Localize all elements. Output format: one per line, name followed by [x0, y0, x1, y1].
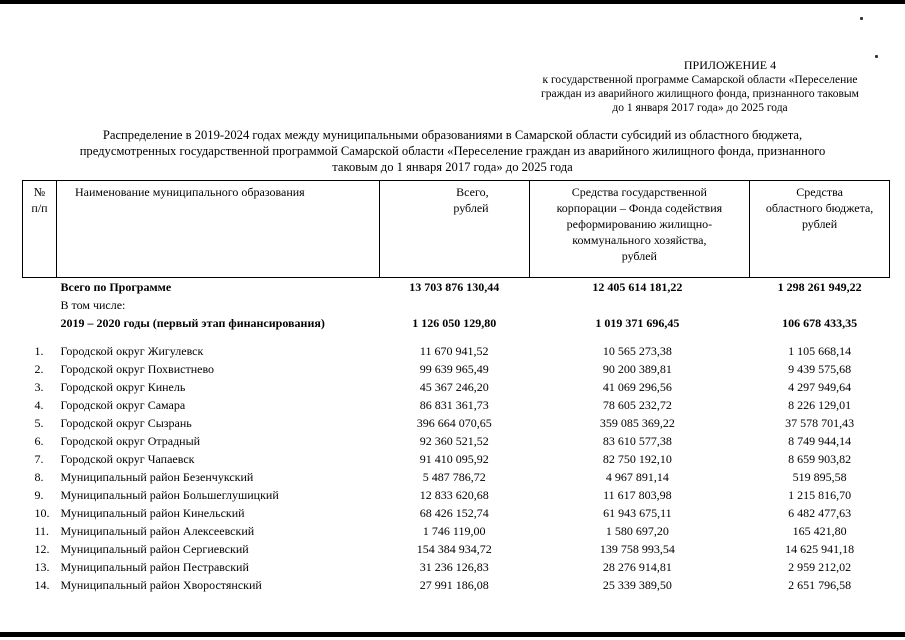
cell-total: 99 639 965,49: [419, 362, 489, 376]
cell-name: Муниципальный район Сергиевский: [60, 542, 249, 556]
cell-regional: 106 678 433,35: [782, 316, 858, 330]
cell-regional: 1 298 261 949,22: [777, 280, 862, 294]
table-row: [23, 396, 890, 414]
table-row: [23, 360, 890, 378]
cell-fund: 1 019 371 696,45: [595, 316, 680, 330]
cell-name: Муниципальный район Безенчукский: [60, 470, 254, 484]
header-text: №: [33, 185, 46, 199]
cell-name: Муниципальный район Алексеевский: [60, 524, 255, 538]
cell-fund: 1 580 697,20: [605, 524, 669, 538]
column-header-fund: [529, 181, 750, 278]
cell-fund: 41 069 296,56: [602, 380, 672, 394]
cell-regional: 2 959 212,02: [788, 560, 852, 574]
top-border-line: [0, 0, 905, 4]
cell-name: Городской округ Чапаевск: [60, 452, 195, 466]
cell-total: 11 670 941,52: [419, 344, 489, 358]
cell-total: 396 664 070,65: [416, 416, 492, 430]
table-header: [23, 181, 890, 278]
cell-regional: 37 578 701,43: [785, 416, 855, 430]
header-text: рублей: [801, 217, 838, 231]
cell-name: Муниципальный район Большеглушицкий: [60, 488, 279, 502]
cell-fund: 78 605 232,72: [602, 398, 672, 412]
cell-fund: 83 610 577,38: [602, 434, 672, 448]
cell-fund: 4 967 891,14: [605, 470, 669, 484]
bottom-border-line: [0, 632, 905, 637]
cell-regional: 8 659 903,82: [788, 452, 852, 466]
cell-total: 5 487 786,72: [422, 470, 486, 484]
cell-num: 13.: [34, 560, 50, 574]
cell-name: Всего по Программе: [60, 280, 172, 294]
cell-fund: 359 085 369,22: [599, 416, 675, 430]
table-row: [23, 576, 890, 594]
cell-num: 2.: [34, 362, 44, 376]
header-text: Всего,: [456, 185, 489, 199]
column-header-name: [56, 181, 379, 278]
cell-total: 13 703 876 130,44: [409, 280, 500, 294]
table-row-including: [23, 296, 890, 314]
cell-total: 1 126 050 129,80: [412, 316, 497, 330]
cell-fund: 28 276 914,81: [602, 560, 672, 574]
cell-fund: 11 617 803,98: [603, 488, 672, 502]
column-header-number: [23, 181, 57, 278]
cell-name: Муниципальный район Хворостянский: [60, 578, 262, 592]
cell-fund: 10 565 273,38: [602, 344, 672, 358]
cell-num: 10.: [34, 506, 50, 520]
table-row: [23, 522, 890, 540]
document-title: [10, 127, 895, 175]
cell-num: [23, 296, 57, 314]
document-title-line: предусмотренных государственной программой Самарской области «Переселение граждан из аварийного жилищного фонда, признанного: [79, 144, 826, 158]
header-text: коммунального хозяйства,: [572, 233, 707, 247]
cell-total: 1 746 119,00: [422, 524, 486, 538]
cell-total: 154 384 934,72: [416, 542, 492, 556]
cell-name: В том числе:: [60, 298, 126, 312]
cell-num: [23, 314, 57, 332]
table-row-program-total: [23, 278, 890, 297]
cell-fund: 25 339 389,50: [602, 578, 672, 592]
cell-regional: 8 749 944,14: [788, 434, 852, 448]
table-row: [23, 558, 890, 576]
cell-regional: 519 895,58: [792, 470, 847, 484]
cell-regional: 8 226 129,01: [788, 398, 852, 412]
cell-total: 86 831 361,73: [419, 398, 489, 412]
cell-total: 45 367 246,20: [419, 380, 489, 394]
appendix-line: до 1 января 2017 года» до 2025 года: [612, 102, 788, 114]
table-body: [23, 278, 890, 595]
table-row: [23, 342, 890, 360]
header-text: рублей: [453, 201, 489, 215]
scan-speck: [860, 17, 863, 20]
cell-fund: 12 405 614 181,22: [592, 280, 683, 294]
table-row: [23, 504, 890, 522]
cell-name: Городской округ Жигулевск: [60, 344, 204, 358]
cell-total: 92 360 521,52: [419, 434, 489, 448]
cell-fund: 90 200 389,81: [602, 362, 672, 376]
cell-fund: 61 943 675,11: [603, 506, 672, 520]
cell-num: 9.: [34, 488, 44, 502]
cell-fund: 139 758 993,54: [599, 542, 675, 556]
header-text: Средства: [796, 185, 843, 199]
cell-total: 31 236 126,83: [419, 560, 489, 574]
cell-regional: 165 421,80: [792, 524, 847, 538]
cell-regional: 14 625 941,18: [785, 542, 855, 556]
table-row-stage-total: [23, 314, 890, 332]
table-spacer-row: [23, 332, 890, 342]
header-text: Наименование муниципального образования: [74, 185, 305, 199]
cell-name: Муниципальный район Пестравский: [60, 560, 249, 574]
cell-regional: 1 215 816,70: [788, 488, 852, 502]
cell-fund: 82 750 192,10: [602, 452, 672, 466]
cell-name: Городской округ Отрадный: [60, 434, 201, 448]
table-row: [23, 468, 890, 486]
table-row: [23, 432, 890, 450]
header-text: корпорации – Фонда содействия: [556, 201, 723, 215]
cell-regional: 9 439 575,68: [788, 362, 852, 376]
table-row: [23, 378, 890, 396]
header-text: реформированию жилищно-: [566, 217, 713, 231]
cell-regional: 6 482 477,63: [788, 506, 852, 520]
cell-name: Городской округ Самара: [60, 398, 186, 412]
cell-num: 1.: [34, 344, 44, 358]
appendix-header: [515, 58, 885, 115]
cell-name: 2019 – 2020 годы (первый этап финансирования): [60, 316, 325, 330]
cell-name: Муниципальный район Кинельский: [60, 506, 245, 520]
cell-num: 7.: [34, 452, 44, 466]
table-row: [23, 450, 890, 468]
header-text: рублей: [621, 249, 657, 263]
cell-regional: 4 297 949,64: [788, 380, 852, 394]
table-row: [23, 486, 890, 504]
cell-num: 14.: [34, 578, 50, 592]
header-text: Средства государственной: [571, 185, 707, 199]
cell-total: 91 410 095,92: [419, 452, 489, 466]
cell-num: [23, 278, 57, 297]
cell-total: 12 833 620,68: [419, 488, 489, 502]
cell-total: 68 426 152,74: [419, 506, 489, 520]
cell-regional: 1 105 668,14: [788, 344, 852, 358]
appendix-line: к государственной программе Самарской области «Переселение: [542, 74, 858, 86]
document-title-line: Распределение в 2019-2024 годах между муниципальными образованиями в Самарской области субсидий из областного бюджета,: [102, 128, 803, 142]
header-text: п/п: [31, 201, 48, 215]
cell-name: Городской округ Похвистнево: [60, 362, 215, 376]
column-header-total: [379, 181, 529, 278]
cell-num: 5.: [34, 416, 44, 430]
cell-num: 11.: [34, 524, 50, 538]
cell-num: 12.: [34, 542, 50, 556]
appendix-title: ПРИЛОЖЕНИЕ 4: [683, 58, 777, 72]
cell-num: 6.: [34, 434, 44, 448]
table-row: [23, 540, 890, 558]
subsidy-table: [22, 180, 890, 594]
appendix-line: граждан из аварийного жилищного фонда, признанного таковым: [541, 88, 859, 100]
cell-name: Городской округ Кинель: [60, 380, 186, 394]
cell-num: 8.: [34, 470, 44, 484]
cell-regional: 2 651 796,58: [788, 578, 852, 592]
column-header-regional: [750, 181, 890, 278]
document-title-line: таковым до 1 января 2017 года» до 2025 года: [332, 160, 573, 174]
cell-num: 4.: [34, 398, 44, 412]
cell-num: 3.: [34, 380, 44, 394]
table-row: [23, 414, 890, 432]
cell-name: Городской округ Сызрань: [60, 416, 192, 430]
cell-total: 27 991 186,08: [419, 578, 489, 592]
header-text: областного бюджета,: [765, 201, 874, 215]
